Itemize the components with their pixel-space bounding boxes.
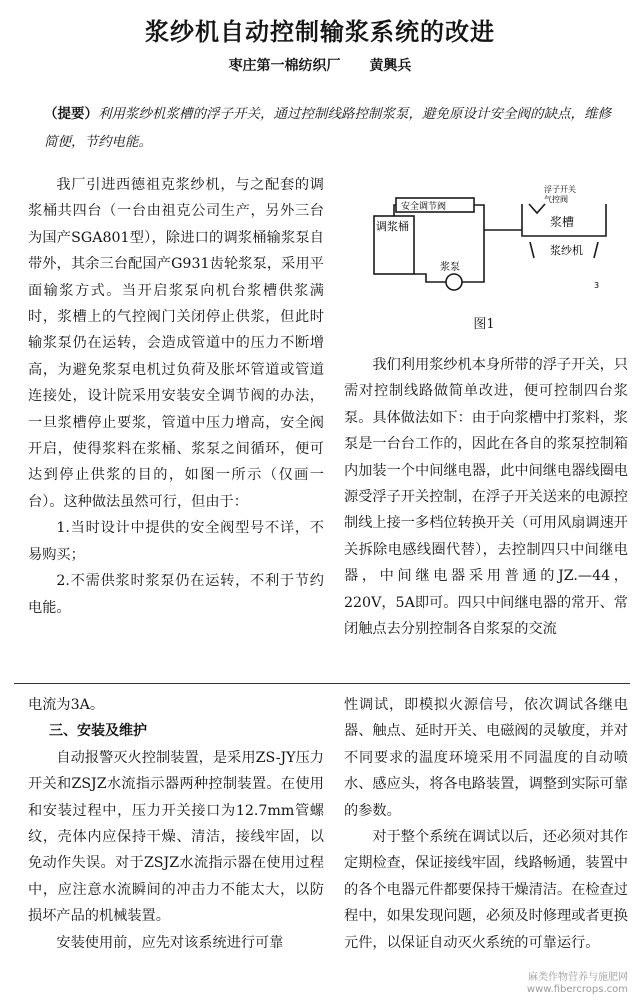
machine-label: 浆纱机 bbox=[550, 244, 583, 257]
figure-caption: 图1 bbox=[473, 317, 495, 332]
list-item: 1.当时设计中提供的安全阀型号不详，不易购买； bbox=[28, 520, 324, 563]
valve-icon bbox=[529, 204, 545, 213]
site-watermark bbox=[527, 972, 628, 996]
figure-number-mark: 3 bbox=[594, 281, 600, 290]
list-item: 2.不需供浆时浆泵仍在运转，不利于节约电能。 bbox=[28, 573, 324, 616]
abstract bbox=[44, 100, 624, 156]
right-column-top bbox=[344, 352, 628, 642]
paragraph: 自动报警灭火控制装置，是采用ZS-JY压力开关和ZSJZ水流指示器两种控制装置。在使用和安装过程中，压力开关接口为12.7mm管螺纹，壳体内应保持干燥、清洁，接线牢固，以免动作失误。对于ZSJZ水流指示器在使用过程中，应注意水流瞬间的冲击力不能太大，以防损坏产品的机械装置。 bbox=[28, 749, 324, 925]
figure-1 bbox=[354, 178, 614, 338]
float-switch-label: 浮子开关 bbox=[544, 185, 576, 194]
pump-icon bbox=[446, 274, 462, 290]
paragraph: 我厂引进西德祖克浆纱机，与之配套的调浆桶共四台（一台由祖克公司生产，另外三台为国产SGA801型），除进口的调浆桶输浆泵自带外，其余三台配国产G931齿轮浆泵，采用平面输浆方式。当开启浆泵向机台浆槽供浆满时，浆槽上的气控阀门关闭停止供浆，但此时输浆泵仍在运转，会造成管道中的压力不断增高，为避免浆泵电机过负荷及胀坏管道或管道连接处，设计院采用安装安全调节阀的办法，一旦浆槽停止要浆，管道中压力增高，安全阀开启，使得浆料在浆桶、浆泵之间循环，便可达到停止供浆的目的，如图一所示（仅画一台）。这种做法虽然可行，但由于： bbox=[28, 177, 324, 510]
section-divider bbox=[14, 683, 630, 684]
author-organization: 枣庄第一棉纺织厂 bbox=[228, 58, 341, 74]
pump-label: 浆泵 bbox=[440, 262, 460, 273]
valve-label: 气控阀 bbox=[544, 195, 568, 204]
circuit-diagram bbox=[354, 178, 614, 308]
watermark-line: www.fibercrops.com bbox=[526, 984, 628, 995]
paragraph: 对于整个系统在调试以后，还必须对其作定期检查，保证接线牢固，线路畅通，装置中的各个电器元件都要保持干燥清洁。在检查过程中，如果发现问题，必须及时修理或者更换元件，以保证自动灭火系统的可靠运行。 bbox=[344, 829, 628, 951]
abstract-label: （提要） bbox=[44, 106, 98, 122]
paragraph: 电流为3A。 bbox=[28, 697, 105, 713]
left-column-top bbox=[28, 172, 324, 621]
paragraph: 安装使用前，应先对该系统进行可靠 bbox=[56, 934, 284, 951]
author-name: 黄興兵 bbox=[369, 58, 412, 74]
mixing-barrel-label: 调浆桶 bbox=[376, 220, 409, 233]
watermark-line: 麻类作物营养与施肥网 bbox=[528, 972, 628, 983]
left-column-bottom bbox=[28, 692, 324, 956]
tank-label: 浆槽 bbox=[550, 215, 575, 229]
abstract-text: 利用浆纱机浆槽的浮子开关，通过控制线路控制浆泵，避免原设计安全阀的缺点，维修简便，节约电能。 bbox=[44, 106, 611, 150]
paragraph: 性调试，即模拟火源信号，依次调试各继电器、触点、延时开关、电磁阀的灵敏度，并对不同要求的温度环境采用不同温度的自动喷水、感应头，将各电路装置，调整到实际可靠的参数。 bbox=[344, 697, 628, 819]
section-heading: 三、安装及维护 bbox=[49, 723, 147, 740]
right-column-bottom bbox=[344, 692, 628, 956]
article-title: 浆纱机自动控制输浆系统的改进 bbox=[145, 18, 495, 46]
safety-valve-label: 安全调节阀 bbox=[401, 202, 447, 212]
paragraph: 我们利用浆纱机本身所带的浮子开关，只需对控制线路做简单改进，便可控制四台浆泵。具体做法如下：由于向浆槽中打浆料，浆泵是一台台工作的，因此在各自的浆泵控制箱内加装一个中间继电器，此中间继电器线圈电源受浮子开关控制，在浮子开关送来的电源控制线上接一多档位转换开关（可用风扇调速开关拆除电感线圈代替），去控制四只中间继电器，中间继电器采用普通的JZ.—44，220V，5A即可。四只中间继电器的常开、常闭触点去分别控制各自浆泵的交流 bbox=[344, 357, 628, 638]
byline bbox=[0, 55, 640, 75]
